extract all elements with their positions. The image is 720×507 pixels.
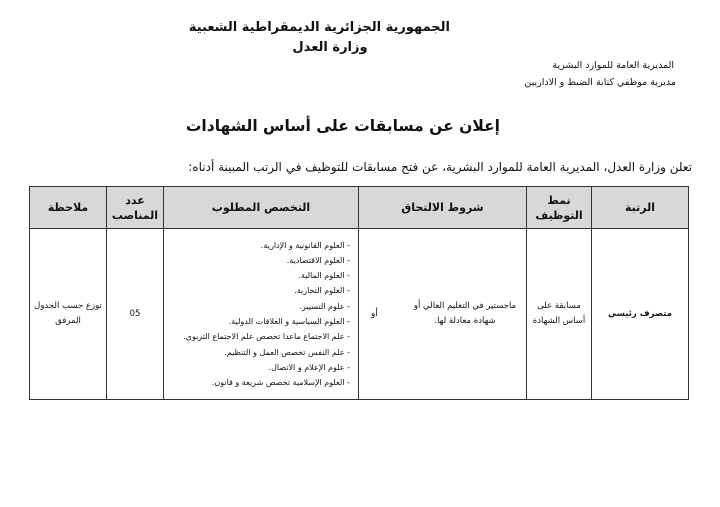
specialty-item: - العلوم الاقتصادية.	[164, 253, 350, 268]
announcement-title: إعلان عن مسابقات على أساس الشهادات	[185, 117, 500, 135]
recruitment-table	[29, 186, 689, 400]
cell-rank: متصرف رئيسي	[592, 229, 689, 400]
cell-note	[30, 229, 107, 400]
table-row	[30, 229, 689, 400]
specialty-item: - علوم التسيير.	[164, 299, 350, 314]
specialty-item: - علم النفس تخصص العمل و التنظيم.	[164, 345, 350, 360]
directorate-label: المديرية العامة للموارد البشرية	[552, 60, 674, 71]
specialty-item: - العلوم التجارية.	[164, 283, 350, 298]
specialty-item: - العلوم القانونية و الإدارية.	[164, 238, 350, 253]
header-specialty: التخصص المطلوب	[164, 187, 359, 229]
specialty-item: - علوم الإعلام و الاتصال.	[164, 360, 350, 375]
header-rank: الرتبة	[592, 187, 689, 229]
conditions-or: أو	[371, 308, 378, 319]
table-header-row	[30, 187, 689, 229]
cell-conditions	[359, 229, 527, 400]
mode-text: مسابقة على أساس الشهادة	[532, 301, 586, 326]
sub-directorate-label: مديرية موظفي كتابة الضبط و الاداريين	[524, 77, 676, 88]
announcement-intro: تعلن وزارة العدل، المديرية العامة للموارد البشرية، عن فتح مسابقات للتوظيف في الرتب المبينة أدناه:	[188, 160, 692, 174]
republic-heading: الجمهورية الجزائرية الديمقراطية الشعبية	[188, 20, 450, 35]
specialty-item: - العلوم الإسلامية تخصص شريعة و قانون.	[164, 375, 350, 390]
header-note: ملاحظة	[30, 187, 107, 229]
specialty-item: - العلوم السياسية و العلاقات الدولية.	[164, 314, 350, 329]
header-conditions: شروط الالتحاق	[359, 187, 527, 229]
cell-specialty	[164, 229, 359, 400]
note-text: توزع حسب الجدول المرفق	[34, 301, 102, 326]
conditions-text: ماجستير في التعليم العالي أو شهادة معادلة لها.	[413, 301, 517, 326]
specialty-item: - علم الاجتماع ماعدا تخصص علم الاجتماع التربوي.	[164, 329, 350, 344]
header-mode: نمط التوظيف	[527, 187, 592, 229]
ministry-heading: وزارة العدل	[292, 40, 368, 55]
specialty-item: - العلوم المالية.	[164, 268, 350, 283]
cell-posts: 05	[107, 229, 164, 400]
header-posts: عدد المناصب	[107, 187, 164, 229]
cell-mode	[527, 229, 592, 400]
specialty-list	[164, 238, 358, 391]
